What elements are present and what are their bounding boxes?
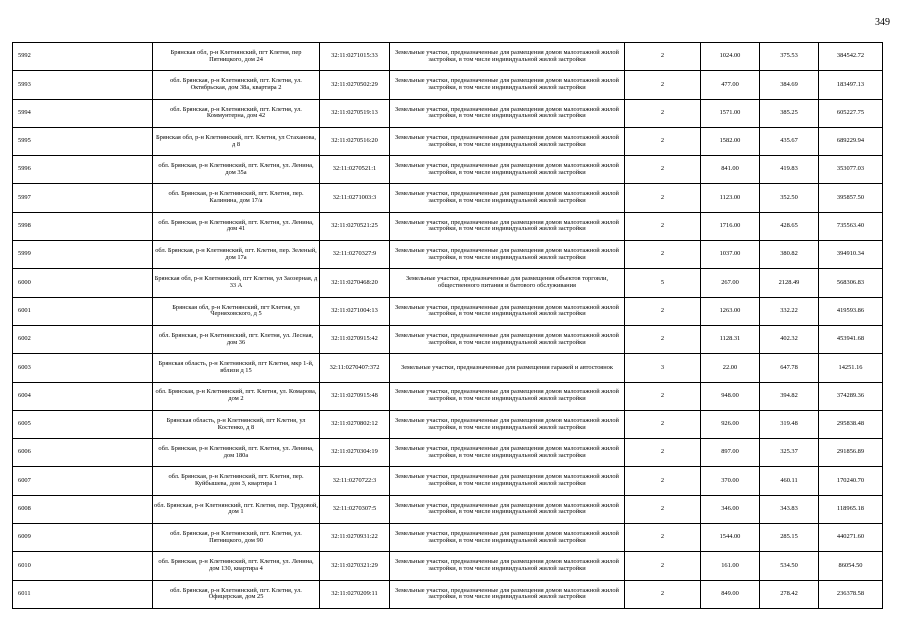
cadastral-value-cell: 419593.86: [819, 297, 883, 325]
unit-price-cell: 278.42: [760, 580, 819, 608]
category-cell: 2: [625, 580, 701, 608]
cadastral-value-cell: 384542.72: [819, 43, 883, 71]
area-cell: 1024.00: [701, 43, 760, 71]
table-row: [13, 439, 883, 467]
category-cell: 2: [625, 467, 701, 495]
cadastral-number-cell: 32:11:0270307:5: [320, 495, 390, 523]
permitted-use-cell: Земельные участки, предназначенные для размещения домов малоэтажной жилой застройки, в том числе индивидуальной жилой застройки: [390, 382, 625, 410]
address-cell: обл. Брянская, р-н Клетнянский, пгт. Клетня, пер. Зеленый, дом 17а: [153, 241, 320, 269]
category-cell: 2: [625, 212, 701, 240]
unit-price-cell: 534.50: [760, 552, 819, 580]
category-cell: 2: [625, 524, 701, 552]
cadastral-number-cell: 32:11:0270915:42: [320, 325, 390, 353]
row-number-cell: 5998: [13, 212, 153, 240]
area-cell: 1716.00: [701, 212, 760, 240]
row-number-cell: 6007: [13, 467, 153, 495]
category-cell: 2: [625, 99, 701, 127]
table-row: [13, 410, 883, 438]
row-number-cell: 6006: [13, 439, 153, 467]
area-cell: 22.00: [701, 354, 760, 382]
permitted-use-cell: Земельные участки, предназначенные для размещения домов малоэтажной жилой застройки, в том числе индивидуальной жилой застройки: [390, 127, 625, 155]
cadastral-value-cell: 291856.89: [819, 439, 883, 467]
table-row: [13, 524, 883, 552]
address-cell: Брянская область, р-н Клетнянский, пгт Клетня, мкр 1-й, вблизи д 15: [153, 354, 320, 382]
area-cell: 897.00: [701, 439, 760, 467]
cadastral-number-cell: 32:11:0270802:12: [320, 410, 390, 438]
address-cell: обл. Брянская, р-н Клетнянский, пгт. Клетня, ул. Ленина, дом 41: [153, 212, 320, 240]
permitted-use-cell: Земельные участки, предназначенные для размещения объектов торговли, общественного питания и бытового обслуживания: [390, 269, 625, 297]
address-cell: Брянская область, р-н Клетнянский, пгт Клетня, ул Костенко, д 8: [153, 410, 320, 438]
cadastral-number-cell: 32:11:0271003:3: [320, 184, 390, 212]
cadastral-value-cell: 453941.68: [819, 325, 883, 353]
row-number-cell: 5994: [13, 99, 153, 127]
address-cell: обл. Брянская, р-н Клетнянский, пгт. Клетня, ул. Ленина, дом 130, квартира 4: [153, 552, 320, 580]
unit-price-cell: 332.22: [760, 297, 819, 325]
unit-price-cell: 647.78: [760, 354, 819, 382]
area-cell: 267.00: [701, 269, 760, 297]
unit-price-cell: 380.82: [760, 241, 819, 269]
table-row: [13, 297, 883, 325]
cadastral-value-cell: 183497.13: [819, 71, 883, 99]
row-number-cell: 6002: [13, 325, 153, 353]
cadastral-number-cell: 32:11:0271004:13: [320, 297, 390, 325]
cadastral-value-cell: 735563.40: [819, 212, 883, 240]
row-number-cell: 5996: [13, 156, 153, 184]
category-cell: 2: [625, 156, 701, 184]
cadastral-number-cell: 32:11:0270468:20: [320, 269, 390, 297]
land-registry-table: [12, 42, 883, 609]
row-number-cell: 5993: [13, 71, 153, 99]
permitted-use-cell: Земельные участки, предназначенные для размещения домов малоэтажной жилой застройки, в том числе индивидуальной жилой застройки: [390, 212, 625, 240]
row-number-cell: 6010: [13, 552, 153, 580]
row-number-cell: 5995: [13, 127, 153, 155]
unit-price-cell: 394.82: [760, 382, 819, 410]
address-cell: обл. Брянская, р-н Клетнянский, пгт. Клетня, пер. Куйбышева, дом 3, квартира 1: [153, 467, 320, 495]
unit-price-cell: 402.32: [760, 325, 819, 353]
address-cell: обл. Брянская, р-н Клетнянский, пгт. Клетня, ул. Комарова, дом 2: [153, 382, 320, 410]
address-cell: Брянская обл, р-н Клетнянский, пгт Клетня, ул Заозерная, д 33 А: [153, 269, 320, 297]
unit-price-cell: 352.50: [760, 184, 819, 212]
row-number-cell: 6011: [13, 580, 153, 608]
area-cell: 161.00: [701, 552, 760, 580]
unit-price-cell: 375.53: [760, 43, 819, 71]
area-cell: 1037.00: [701, 241, 760, 269]
table-row: [13, 156, 883, 184]
category-cell: 2: [625, 410, 701, 438]
category-cell: 2: [625, 297, 701, 325]
unit-price-cell: 319.48: [760, 410, 819, 438]
unit-price-cell: 285.15: [760, 524, 819, 552]
permitted-use-cell: Земельные участки, предназначенные для размещения домов малоэтажной жилой застройки, в том числе индивидуальной жилой застройки: [390, 325, 625, 353]
area-cell: 1582.00: [701, 127, 760, 155]
area-cell: 1544.00: [701, 524, 760, 552]
cadastral-number-cell: 32:11:0271015:33: [320, 43, 390, 71]
cadastral-value-cell: 170240.70: [819, 467, 883, 495]
permitted-use-cell: Земельные участки, предназначенные для размещения домов малоэтажной жилой застройки, в том числе индивидуальной жилой застройки: [390, 552, 625, 580]
unit-price-cell: 428.65: [760, 212, 819, 240]
table-row: [13, 99, 883, 127]
cadastral-number-cell: 32:11:0270915:48: [320, 382, 390, 410]
address-cell: Брянская обл, р-н Клетнянский, пгт Клетня, ул Черняховского, д 5: [153, 297, 320, 325]
category-cell: 2: [625, 439, 701, 467]
category-cell: 2: [625, 184, 701, 212]
cadastral-value-cell: 295838.48: [819, 410, 883, 438]
address-cell: обл. Брянская, р-н Клетнянский, пгт. Клетня, ул. Ленина, дом 35а: [153, 156, 320, 184]
area-cell: 1571.00: [701, 99, 760, 127]
address-cell: обл. Брянская, р-н Клетнянский, пгт. Клетня, пер. Калинина, дом 17/а: [153, 184, 320, 212]
row-number-cell: 5997: [13, 184, 153, 212]
permitted-use-cell: Земельные участки, предназначенные для размещения домов малоэтажной жилой застройки, в том числе индивидуальной жилой застройки: [390, 241, 625, 269]
table-row: [13, 325, 883, 353]
table-row: [13, 71, 883, 99]
table-row: [13, 495, 883, 523]
area-cell: 346.00: [701, 495, 760, 523]
address-cell: обл. Брянская, р-н Клетнянский, пгт. Клетня, ул. Октябрьская, дом 38а, квартира 2: [153, 71, 320, 99]
area-cell: 948.00: [701, 382, 760, 410]
cadastral-number-cell: 32:11:0270407:372: [320, 354, 390, 382]
category-cell: 5: [625, 269, 701, 297]
category-cell: 2: [625, 325, 701, 353]
address-cell: обл. Брянская, р-н Клетнянский, пгт. Клетня, пер. Трудовой, дом 1: [153, 495, 320, 523]
address-cell: обл. Брянская, р-н Клетнянский, пгт. Клетня, ул. Лесная, дом 36: [153, 325, 320, 353]
address-cell: обл. Брянская, р-н Клетнянский, пгт. Клетня, ул. Пятницкого, дом 90: [153, 524, 320, 552]
category-cell: 3: [625, 354, 701, 382]
cadastral-value-cell: 374289.36: [819, 382, 883, 410]
cadastral-number-cell: 32:11:0270931:22: [320, 524, 390, 552]
cadastral-number-cell: 32:11:0270327:9: [320, 241, 390, 269]
address-cell: обл. Брянская, р-н Клетнянский, пгт. Клетня, ул. Офицерская, дом 25: [153, 580, 320, 608]
unit-price-cell: 385.25: [760, 99, 819, 127]
row-number-cell: 6000: [13, 269, 153, 297]
table-row: [13, 354, 883, 382]
area-cell: 477.00: [701, 71, 760, 99]
address-cell: обл. Брянская, р-н Клетнянский, пгт. Клетня, ул. Коммунтерна, дом 42: [153, 99, 320, 127]
row-number-cell: 6004: [13, 382, 153, 410]
category-cell: 2: [625, 495, 701, 523]
row-number-cell: 6001: [13, 297, 153, 325]
permitted-use-cell: Земельные участки, предназначенные для размещения домов малоэтажной жилой застройки, в том числе индивидуальной жилой застройки: [390, 410, 625, 438]
area-cell: 370.00: [701, 467, 760, 495]
cadastral-value-cell: 118965.18: [819, 495, 883, 523]
category-cell: 2: [625, 127, 701, 155]
table-row: [13, 467, 883, 495]
cadastral-number-cell: 32:11:0270519:13: [320, 99, 390, 127]
cadastral-value-cell: 236378.58: [819, 580, 883, 608]
category-cell: 2: [625, 552, 701, 580]
cadastral-number-cell: 32:11:0270521:1: [320, 156, 390, 184]
page-number: 349: [875, 17, 890, 28]
table-row: [13, 43, 883, 71]
cadastral-value-cell: 605227.75: [819, 99, 883, 127]
cadastral-value-cell: 14251.16: [819, 354, 883, 382]
cadastral-value-cell: 395857.50: [819, 184, 883, 212]
unit-price-cell: 460.11: [760, 467, 819, 495]
table-row: [13, 269, 883, 297]
cadastral-number-cell: 32:11:0270209:11: [320, 580, 390, 608]
table-row: [13, 552, 883, 580]
permitted-use-cell: Земельные участки, предназначенные для размещения домов малоэтажной жилой застройки, в том числе индивидуальной жилой застройки: [390, 580, 625, 608]
cadastral-value-cell: 440271.60: [819, 524, 883, 552]
address-cell: Брянская обл, р-н Клетнянский, пгт Клетня, пер Пятницкого, дом 24: [153, 43, 320, 71]
unit-price-cell: 435.67: [760, 127, 819, 155]
cadastral-number-cell: 32:11:0270722:3: [320, 467, 390, 495]
permitted-use-cell: Земельные участки, предназначенные для размещения домов малоэтажной жилой застройки, в том числе индивидуальной жилой застройки: [390, 297, 625, 325]
category-cell: 2: [625, 241, 701, 269]
table-row: [13, 580, 883, 608]
table-row: [13, 212, 883, 240]
row-number-cell: 6005: [13, 410, 153, 438]
cadastral-value-cell: 394910.34: [819, 241, 883, 269]
cadastral-number-cell: 32:11:0270304:19: [320, 439, 390, 467]
category-cell: 2: [625, 382, 701, 410]
row-number-cell: 5999: [13, 241, 153, 269]
permitted-use-cell: Земельные участки, предназначенные для размещения домов малоэтажной жилой застройки, в том числе индивидуальной жилой застройки: [390, 43, 625, 71]
area-cell: 841.00: [701, 156, 760, 184]
permitted-use-cell: Земельные участки, предназначенные для размещения домов малоэтажной жилой застройки, в том числе индивидуальной жилой застройки: [390, 99, 625, 127]
row-number-cell: 6009: [13, 524, 153, 552]
row-number-cell: 6008: [13, 495, 153, 523]
address-cell: Брянская обл, р-н Клетнянский, пгт. Клетня, ул Стаханова, д 8: [153, 127, 320, 155]
cadastral-value-cell: 86054.50: [819, 552, 883, 580]
cadastral-value-cell: 689229.94: [819, 127, 883, 155]
area-cell: 1263.00: [701, 297, 760, 325]
cadastral-number-cell: 32:11:0270502:29: [320, 71, 390, 99]
cadastral-value-cell: 568306.83: [819, 269, 883, 297]
unit-price-cell: 384.69: [760, 71, 819, 99]
cadastral-value-cell: 353077.03: [819, 156, 883, 184]
permitted-use-cell: Земельные участки, предназначенные для размещения гаражей и автостоянок: [390, 354, 625, 382]
area-cell: 926.00: [701, 410, 760, 438]
area-cell: 1123.00: [701, 184, 760, 212]
area-cell: 1128.31: [701, 325, 760, 353]
category-cell: 2: [625, 43, 701, 71]
category-cell: 2: [625, 71, 701, 99]
unit-price-cell: 325.37: [760, 439, 819, 467]
table-row: [13, 127, 883, 155]
permitted-use-cell: Земельные участки, предназначенные для размещения домов малоэтажной жилой застройки, в том числе индивидуальной жилой застройки: [390, 524, 625, 552]
table-row: [13, 241, 883, 269]
permitted-use-cell: Земельные участки, предназначенные для размещения домов малоэтажной жилой застройки, в том числе индивидуальной жилой застройки: [390, 439, 625, 467]
unit-price-cell: 419.83: [760, 156, 819, 184]
row-number-cell: 5992: [13, 43, 153, 71]
permitted-use-cell: Земельные участки, предназначенные для размещения домов малоэтажной жилой застройки, в том числе индивидуальной жилой застройки: [390, 71, 625, 99]
row-number-cell: 6003: [13, 354, 153, 382]
permitted-use-cell: Земельные участки, предназначенные для размещения домов малоэтажной жилой застройки, в том числе индивидуальной жилой застройки: [390, 184, 625, 212]
address-cell: обл. Брянская, р-н Клетнянский, пгт. Клетня, ул. Ленина, дом 180а: [153, 439, 320, 467]
area-cell: 849.00: [701, 580, 760, 608]
permitted-use-cell: Земельные участки, предназначенные для размещения домов малоэтажной жилой застройки, в том числе индивидуальной жилой застройки: [390, 156, 625, 184]
table-body: [13, 43, 883, 609]
cadastral-number-cell: 32:11:0270521:25: [320, 212, 390, 240]
table-row: [13, 184, 883, 212]
permitted-use-cell: Земельные участки, предназначенные для размещения домов малоэтажной жилой застройки, в том числе индивидуальной жилой застройки: [390, 467, 625, 495]
cadastral-number-cell: 32:11:0270321:29: [320, 552, 390, 580]
permitted-use-cell: Земельные участки, предназначенные для размещения домов малоэтажной жилой застройки, в том числе индивидуальной жилой застройки: [390, 495, 625, 523]
unit-price-cell: 343.83: [760, 495, 819, 523]
table-row: [13, 382, 883, 410]
unit-price-cell: 2128.49: [760, 269, 819, 297]
cadastral-number-cell: 32:11:0270516:20: [320, 127, 390, 155]
